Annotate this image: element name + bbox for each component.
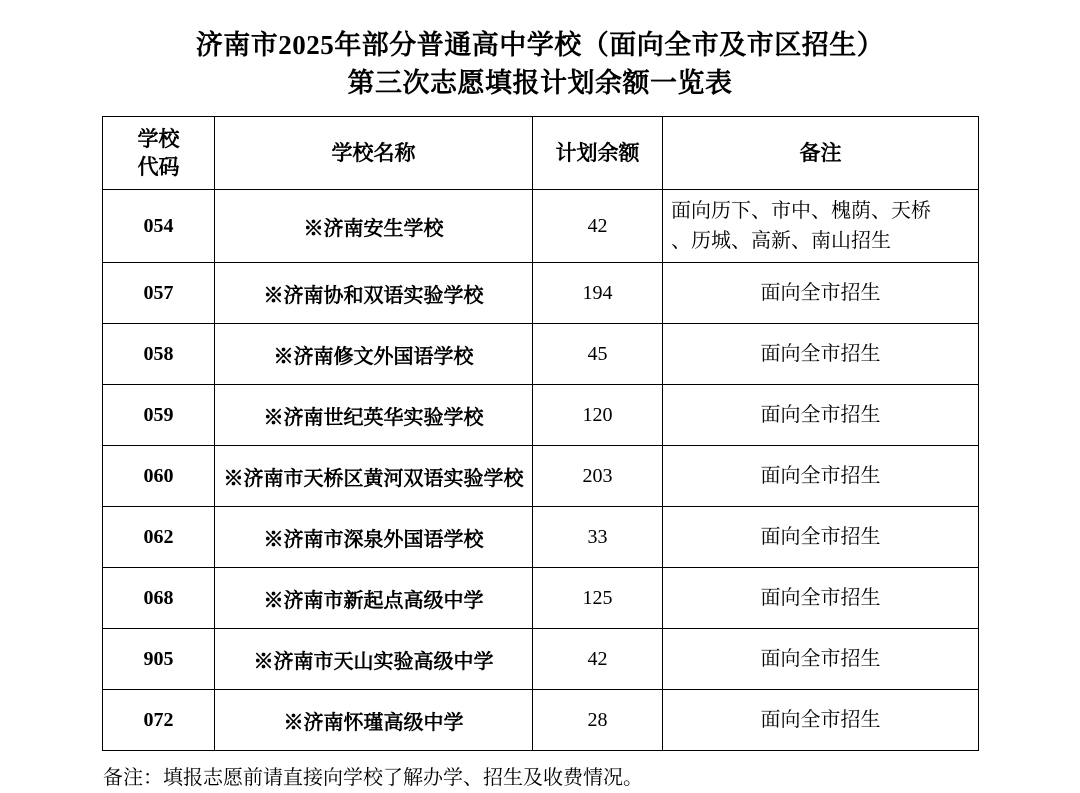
cell-remark: 面向全市招生 <box>663 324 979 385</box>
cell-school-code: 905 <box>103 629 215 690</box>
table-row <box>103 507 979 568</box>
cell-school-name: ※济南修文外国语学校 <box>215 324 533 385</box>
header-school-code-line2: 代码 <box>137 155 180 179</box>
cell-remark: 面向全市招生 <box>663 507 979 568</box>
plan-table <box>102 116 979 751</box>
cell-school-code: 072 <box>103 690 215 751</box>
cell-remark: 面向全市招生 <box>663 690 979 751</box>
cell-remark: 面向全市招生 <box>663 263 979 324</box>
plan-table-container <box>102 116 978 751</box>
cell-school-name: ※济南市天山实验高级中学 <box>215 629 533 690</box>
cell-quota: 125 <box>533 568 663 629</box>
cell-quota: 42 <box>533 629 663 690</box>
cell-school-name: ※济南怀瑾高级中学 <box>215 690 533 751</box>
cell-remark: 面向全市招生 <box>663 446 979 507</box>
table-row <box>103 446 979 507</box>
header-school-name: 学校名称 <box>215 117 533 190</box>
cell-quota: 203 <box>533 446 663 507</box>
cell-remark: 面向全市招生 <box>663 568 979 629</box>
cell-school-name: ※济南安生学校 <box>215 190 533 263</box>
header-school-code-line1: 学校 <box>137 127 180 151</box>
cell-school-name: ※济南市天桥区黄河双语实验学校 <box>215 446 533 507</box>
header-quota: 计划余额 <box>533 117 663 190</box>
title-line-2: 第三次志愿填报计划余额一览表 <box>347 68 733 98</box>
footnote: 备注：填报志愿前请直接向学校了解办学、招生及收费情况。 <box>103 767 643 789</box>
cell-school-name: ※济南协和双语实验学校 <box>215 263 533 324</box>
cell-quota: 42 <box>533 190 663 263</box>
cell-quota: 45 <box>533 324 663 385</box>
cell-remark-line2: 、历城、高新、南山招生 <box>671 230 891 252</box>
cell-remark: 面向全市招生 <box>663 629 979 690</box>
cell-quota: 120 <box>533 385 663 446</box>
table-body <box>103 190 979 751</box>
title-line-1: 济南市2025年部分普通高中学校（面向全市及市区招生） <box>195 30 885 60</box>
cell-school-code: 057 <box>103 263 215 324</box>
table-row <box>103 629 979 690</box>
header-remark: 备注 <box>663 117 979 190</box>
cell-school-code: 062 <box>103 507 215 568</box>
table-header <box>103 117 979 190</box>
cell-remark-line1: 面向历下、市中、槐荫、天桥 <box>671 200 931 222</box>
cell-remark: 面向全市招生 <box>663 385 979 446</box>
cell-remark <box>663 190 979 263</box>
cell-school-name: ※济南世纪英华实验学校 <box>215 385 533 446</box>
document-title <box>0 0 1080 102</box>
cell-quota: 28 <box>533 690 663 751</box>
table-row <box>103 385 979 446</box>
table-row <box>103 324 979 385</box>
cell-school-code: 068 <box>103 568 215 629</box>
cell-quota: 33 <box>533 507 663 568</box>
table-row <box>103 568 979 629</box>
table-row <box>103 263 979 324</box>
cell-school-code: 058 <box>103 324 215 385</box>
cell-school-name: ※济南市深泉外国语学校 <box>215 507 533 568</box>
cell-school-code: 059 <box>103 385 215 446</box>
cell-school-code: 060 <box>103 446 215 507</box>
cell-school-name: ※济南市新起点高级中学 <box>215 568 533 629</box>
table-header-row <box>103 117 979 190</box>
table-row <box>103 190 979 263</box>
cell-quota: 194 <box>533 263 663 324</box>
table-row <box>103 690 979 751</box>
cell-school-code: 054 <box>103 190 215 263</box>
header-school-code <box>103 117 215 190</box>
